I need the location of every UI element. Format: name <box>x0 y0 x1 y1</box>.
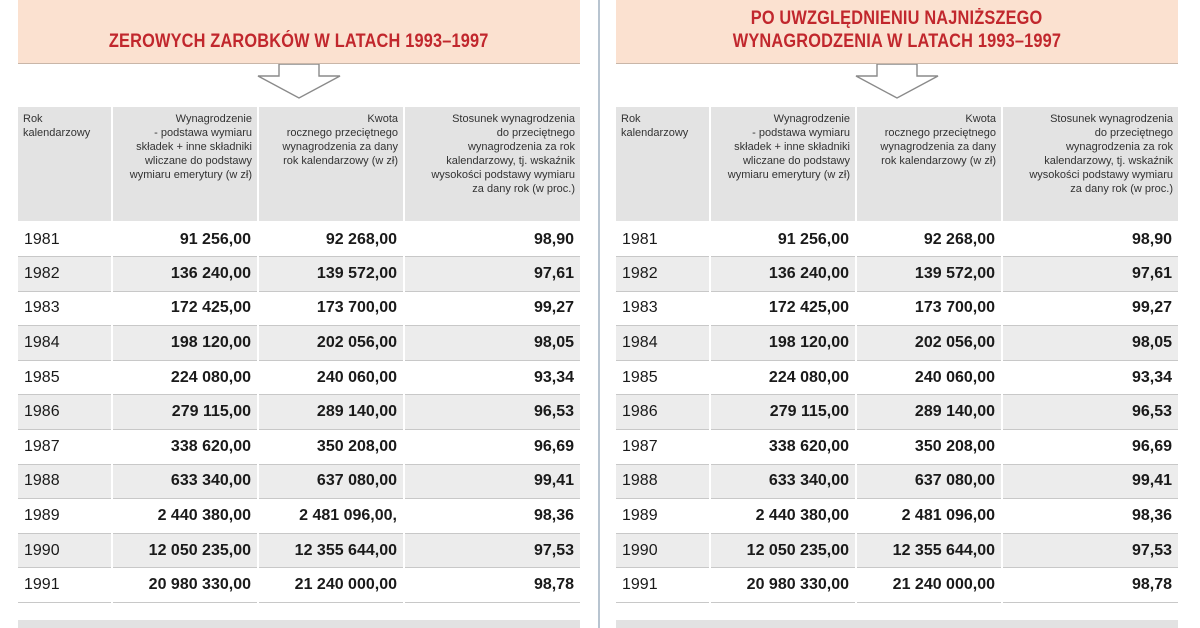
cell-year: 1983 <box>616 291 710 326</box>
cell-year: 1986 <box>18 395 112 430</box>
cell-salary: 224 080,00 <box>112 360 258 395</box>
cell-year: 1982 <box>18 257 112 292</box>
table-row <box>18 222 580 257</box>
cell-ratio: 99,41 <box>1002 464 1178 499</box>
table-row <box>18 395 580 430</box>
table-row <box>18 430 580 465</box>
cell-salary: 91 256,00 <box>112 222 258 257</box>
cell-salary: 136 240,00 <box>710 257 856 292</box>
table-row <box>18 257 580 292</box>
cell-salary: 224 080,00 <box>710 360 856 395</box>
cell-year: 1991 <box>616 568 710 603</box>
cell-average-salary: 2 481 096,00, <box>258 499 404 534</box>
table-row <box>616 291 1178 326</box>
table-row <box>18 533 580 568</box>
cell-ratio: 97,61 <box>1002 257 1178 292</box>
cell-salary: 338 620,00 <box>112 430 258 465</box>
cell-ratio: 93,34 <box>1002 360 1178 395</box>
panel-divider <box>598 0 600 628</box>
cell-ratio: 98,36 <box>404 499 580 534</box>
cell-ratio: 96,53 <box>1002 395 1178 430</box>
panel-header <box>18 0 580 64</box>
data-table <box>616 107 1178 603</box>
cell-ratio: 97,61 <box>404 257 580 292</box>
cell-average-salary: 202 056,00 <box>856 326 1002 361</box>
table-row <box>616 533 1178 568</box>
cell-year: 1990 <box>616 533 710 568</box>
panel-title-line-2: WYNAGRODZENIA W LATACH 1993–1997 <box>732 31 1062 52</box>
table-body <box>616 222 1178 603</box>
column-header-average-salary: Kwota rocznego przeciętnego wynagrodzenia za dany rok kalendarzowy (w zł) <box>856 107 1002 222</box>
cell-ratio: 98,05 <box>404 326 580 361</box>
cell-average-salary: 21 240 000,00 <box>856 568 1002 603</box>
left-panel <box>18 0 582 628</box>
cell-ratio: 98,36 <box>1002 499 1178 534</box>
cell-ratio: 96,69 <box>404 430 580 465</box>
table-row <box>616 360 1178 395</box>
cell-average-salary: 12 355 644,00 <box>856 533 1002 568</box>
column-header-ratio: Stosunek wynagrodzenia do przeciętnego wynagrodzenia za rok kalendarzowy, tj. wskaźnik wysokości podstawy wymiaru za dany rok (w proc.) <box>404 107 580 222</box>
cell-average-salary: 289 140,00 <box>258 395 404 430</box>
cell-salary: 12 050 235,00 <box>112 533 258 568</box>
cell-salary: 633 340,00 <box>710 464 856 499</box>
cell-average-salary: 637 080,00 <box>258 464 404 499</box>
cell-salary: 136 240,00 <box>112 257 258 292</box>
cell-average-salary: 92 268,00 <box>258 222 404 257</box>
cell-salary: 279 115,00 <box>112 395 258 430</box>
cell-ratio: 98,90 <box>1002 222 1178 257</box>
cell-year: 1987 <box>18 430 112 465</box>
cell-average-salary: 350 208,00 <box>856 430 1002 465</box>
table-row <box>616 326 1178 361</box>
cell-average-salary: 92 268,00 <box>856 222 1002 257</box>
cell-year: 1981 <box>18 222 112 257</box>
cell-average-salary: 139 572,00 <box>258 257 404 292</box>
cell-average-salary: 2 481 096,00 <box>856 499 1002 534</box>
cell-year: 1988 <box>616 464 710 499</box>
column-header-ratio: Stosunek wynagrodzenia do przeciętnego wynagrodzenia za rok kalendarzowy, tj. wskaźnik wysokości podstawy wymiaru za dany rok (w proc.) <box>1002 107 1178 222</box>
data-table <box>18 107 580 603</box>
column-header-average-salary: Kwota rocznego przeciętnego wynagrodzenia za dany rok kalendarzowy (w zł) <box>258 107 404 222</box>
cell-average-salary: 637 080,00 <box>856 464 1002 499</box>
cell-average-salary: 350 208,00 <box>258 430 404 465</box>
cell-ratio: 97,53 <box>1002 533 1178 568</box>
right-panel <box>616 0 1180 628</box>
cell-year: 1986 <box>616 395 710 430</box>
cell-year: 1984 <box>616 326 710 361</box>
cell-ratio: 98,05 <box>1002 326 1178 361</box>
cell-salary: 91 256,00 <box>710 222 856 257</box>
cell-salary: 633 340,00 <box>112 464 258 499</box>
cell-salary: 279 115,00 <box>710 395 856 430</box>
panel-header <box>616 0 1178 64</box>
cell-average-salary: 21 240 000,00 <box>258 568 404 603</box>
cell-year: 1989 <box>18 499 112 534</box>
table-row <box>18 291 580 326</box>
table-row <box>616 464 1178 499</box>
cell-average-salary: 289 140,00 <box>856 395 1002 430</box>
panel-title-line-1: PO UWZGLĘDNIENIU NAJNIŻSZEGO <box>751 8 1043 29</box>
table-header-row <box>616 107 1178 222</box>
panel-title: ZEROWYCH ZAROBKÓW W LATACH 1993–1997 <box>109 31 489 52</box>
cell-year: 1991 <box>18 568 112 603</box>
cell-average-salary: 173 700,00 <box>258 291 404 326</box>
table-row <box>18 326 580 361</box>
cell-average-salary: 173 700,00 <box>856 291 1002 326</box>
cell-salary: 198 120,00 <box>710 326 856 361</box>
cell-salary: 2 440 380,00 <box>112 499 258 534</box>
cut-off-row <box>616 620 1178 628</box>
column-header-year: Rok kalendarzowy <box>616 107 710 222</box>
cell-year: 1990 <box>18 533 112 568</box>
table-row <box>616 222 1178 257</box>
table-row <box>18 464 580 499</box>
table-row <box>616 257 1178 292</box>
cell-year: 1989 <box>616 499 710 534</box>
table-header-row <box>18 107 580 222</box>
cell-ratio: 96,69 <box>1002 430 1178 465</box>
cell-year: 1988 <box>18 464 112 499</box>
cell-ratio: 99,41 <box>404 464 580 499</box>
cell-year: 1981 <box>616 222 710 257</box>
down-arrow-icon <box>256 64 342 100</box>
cell-average-salary: 202 056,00 <box>258 326 404 361</box>
table-row <box>616 395 1178 430</box>
cell-average-salary: 240 060,00 <box>856 360 1002 395</box>
table-row <box>616 430 1178 465</box>
down-arrow-icon <box>854 64 940 100</box>
table-row <box>18 360 580 395</box>
cell-year: 1983 <box>18 291 112 326</box>
cell-salary: 172 425,00 <box>112 291 258 326</box>
cell-ratio: 99,27 <box>404 291 580 326</box>
cell-ratio: 93,34 <box>404 360 580 395</box>
cell-ratio: 98,78 <box>1002 568 1178 603</box>
table-body <box>18 222 580 603</box>
cell-salary: 338 620,00 <box>710 430 856 465</box>
cell-average-salary: 12 355 644,00 <box>258 533 404 568</box>
table-row <box>18 568 580 603</box>
cell-salary: 2 440 380,00 <box>710 499 856 534</box>
cell-ratio: 98,90 <box>404 222 580 257</box>
cell-ratio: 97,53 <box>404 533 580 568</box>
cell-year: 1982 <box>616 257 710 292</box>
column-header-year: Rok kalendarzowy <box>18 107 112 222</box>
cell-average-salary: 139 572,00 <box>856 257 1002 292</box>
cell-year: 1985 <box>18 360 112 395</box>
cell-ratio: 98,78 <box>404 568 580 603</box>
table-row <box>616 499 1178 534</box>
cell-salary: 20 980 330,00 <box>710 568 856 603</box>
column-header-salary: Wynagrodzenie - podstawa wymiaru składek + inne składniki wliczane do podstawy wymiaru emerytury (w zł) <box>710 107 856 222</box>
cell-salary: 20 980 330,00 <box>112 568 258 603</box>
cell-year: 1985 <box>616 360 710 395</box>
cut-off-row <box>18 620 580 628</box>
cell-salary: 12 050 235,00 <box>710 533 856 568</box>
cell-ratio: 99,27 <box>1002 291 1178 326</box>
cell-ratio: 96,53 <box>404 395 580 430</box>
cell-year: 1987 <box>616 430 710 465</box>
table-row <box>616 568 1178 603</box>
cell-average-salary: 240 060,00 <box>258 360 404 395</box>
table-row <box>18 499 580 534</box>
column-header-salary: Wynagrodzenie - podstawa wymiaru składek + inne składniki wliczane do podstawy wymiaru emerytury (w zł) <box>112 107 258 222</box>
cell-year: 1984 <box>18 326 112 361</box>
cell-salary: 172 425,00 <box>710 291 856 326</box>
cell-salary: 198 120,00 <box>112 326 258 361</box>
